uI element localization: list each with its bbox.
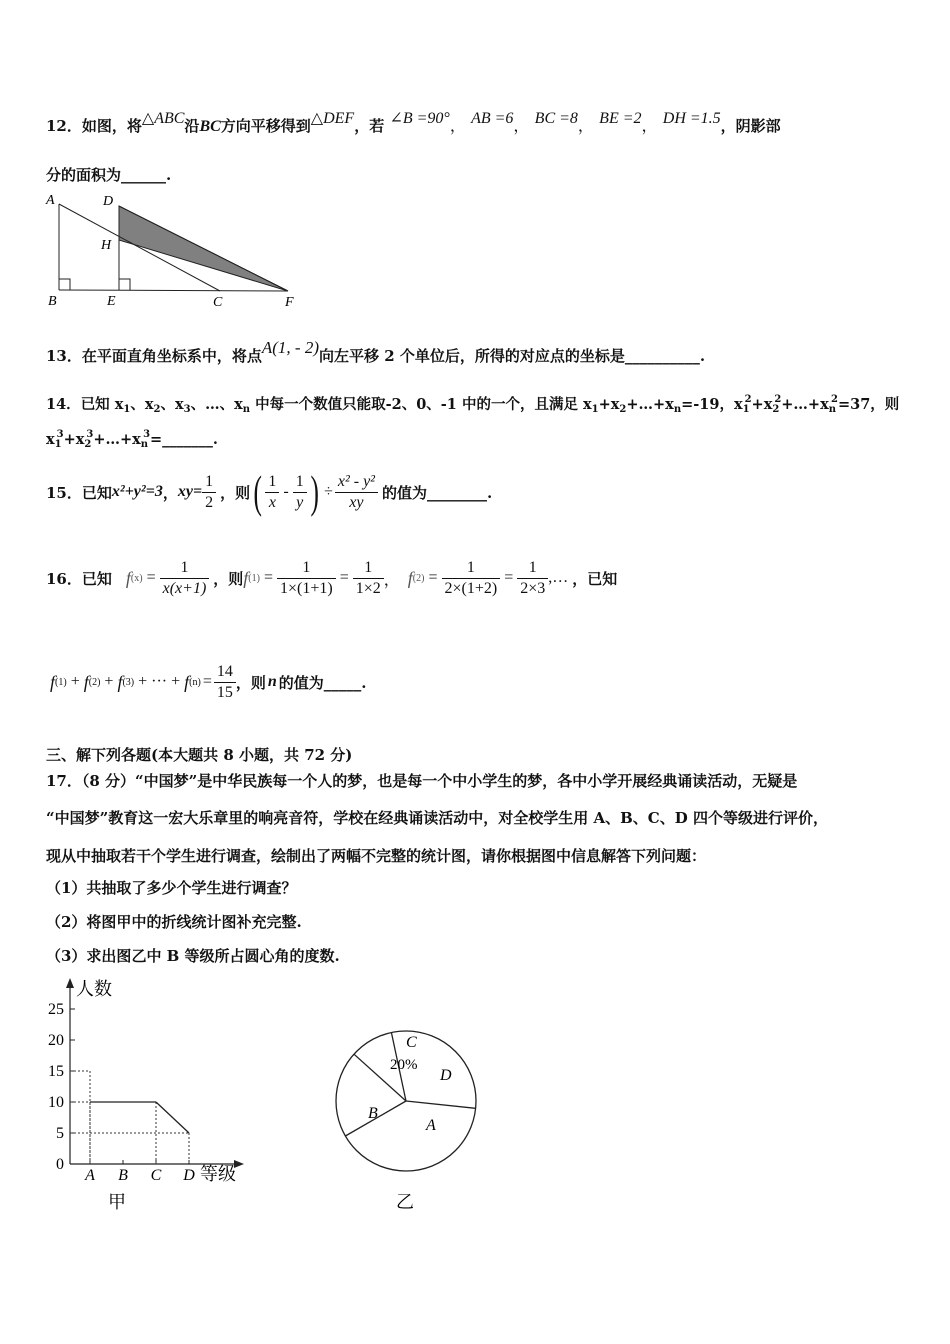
q12-number: 12．	[46, 117, 82, 135]
frac-num: 1	[442, 558, 501, 579]
q12-triangle-def: △DEF	[310, 110, 355, 127]
q12-cond-dh: DH =1.5	[662, 110, 721, 127]
side-bf	[59, 290, 288, 291]
q12-text5: ，阴影部	[720, 117, 781, 135]
q12-text4: ，若	[354, 117, 385, 135]
q16-eq: =	[263, 569, 273, 586]
q12-cond-bc: BC =8	[534, 110, 578, 127]
frac-num: 1	[293, 472, 307, 493]
x-axis-label: 等级	[200, 1164, 236, 1184]
label-d: D	[103, 194, 114, 209]
q12-line2: 分的面积为______.	[46, 166, 172, 184]
q14-sn: n	[242, 404, 251, 415]
q16-f: f	[125, 567, 131, 588]
frac-den: y	[296, 493, 304, 511]
q13-point: A(1, - 2)	[261, 338, 320, 357]
line-segment	[156, 1102, 189, 1133]
q16-n: n	[267, 673, 277, 690]
y-tick-label: 10	[48, 1094, 64, 1111]
q16-eq: =	[504, 569, 514, 586]
frac-den: 2×3	[520, 579, 546, 597]
q14-t5: 中每一个数值只能取-2、0、-1 中的一个，且满足 x	[250, 396, 592, 413]
q13-line	[46, 338, 706, 366]
q14-t7: +…+x	[626, 396, 674, 413]
q12-sep: ，	[513, 118, 530, 135]
q16-eq: =	[339, 569, 349, 586]
q14-s1: 1	[591, 404, 599, 415]
x-tick-label: C	[150, 1167, 162, 1184]
q14-t9: =37，则	[837, 396, 900, 413]
q16-frac-14-15	[214, 662, 236, 703]
frac-den: xy	[349, 493, 364, 511]
q16-f: f	[184, 671, 190, 692]
frac-num: 1	[517, 558, 548, 579]
q15-t2: ，	[162, 483, 178, 502]
frac-den: 2	[205, 493, 214, 511]
label-b: B	[48, 294, 57, 309]
q17-line3: 现从中抽取若干个学生进行调查，绘制出了两幅不完整的统计图，请你根据图中信息解答下列问题：	[46, 847, 707, 865]
frac-num: 1	[265, 472, 279, 493]
chart-title-yi: 乙	[396, 1192, 414, 1212]
q12-text3: 方向平移得到	[220, 117, 311, 135]
q16-f: f	[407, 567, 413, 588]
q15-frac-main	[335, 472, 378, 513]
q12-figure	[40, 190, 310, 312]
q14-t6: +x	[598, 396, 620, 413]
q14-s3: 3	[183, 404, 191, 415]
q16-sub: (1)	[55, 676, 67, 688]
q16-f: f	[117, 671, 123, 692]
frac-den: 15	[216, 683, 233, 701]
label-c: C	[213, 295, 223, 310]
q12-text1: 如图，将	[81, 117, 142, 135]
q14-t4: 、…、x	[190, 396, 243, 413]
left-paren: (	[253, 466, 262, 517]
q16-f: f	[83, 671, 89, 692]
q14-sn: n	[828, 404, 837, 415]
q13-number: 13．	[46, 347, 82, 365]
q12-triangle-abc: △ABC	[141, 110, 185, 127]
chart-title-jia: 甲	[108, 1192, 126, 1212]
q16-line1	[46, 552, 617, 604]
q15-text4: 的值为________.	[381, 483, 493, 502]
q15-divide: ÷	[324, 483, 333, 500]
y-tick-label: 20	[48, 1032, 64, 1049]
y-tick-label: 5	[56, 1125, 64, 1142]
q14-s1: 1	[742, 404, 750, 415]
q16-t4: ，则	[235, 673, 266, 692]
x-tick-label: D	[183, 1167, 195, 1184]
q16-t1: 已知	[81, 569, 112, 588]
label-a: A	[46, 193, 55, 208]
pie-label-d: D	[440, 1067, 452, 1084]
q12-cond-ab: AB =6	[471, 110, 514, 127]
q12-bc: BC	[199, 118, 221, 135]
q16-frac-2a	[442, 558, 501, 599]
q12-text2: 沿	[184, 117, 200, 135]
frac-den: 1×2	[355, 579, 381, 597]
q12-sep: ，	[449, 118, 466, 135]
label-h: H	[101, 238, 112, 253]
side-df	[119, 206, 288, 291]
q16-sub: (1)	[248, 572, 260, 584]
frac-num: 14	[214, 662, 236, 683]
q14-s1: 1	[54, 439, 62, 450]
q14-sq: 2	[774, 394, 782, 405]
q16-sub: (2)	[88, 676, 101, 688]
frac-num: x² - y²	[335, 472, 378, 493]
q16-eq: =	[428, 569, 438, 586]
q12-cond-angle: ∠B =90°	[389, 110, 450, 127]
q16-t2: ，则	[213, 569, 244, 588]
q12-cond-be: BE =2	[599, 110, 642, 127]
right-angle-e	[119, 279, 130, 290]
q15-frac-1y	[293, 472, 307, 513]
q16-frac-x	[160, 558, 210, 599]
q16-eq: =	[202, 673, 212, 690]
pie-label-b: B	[368, 1105, 378, 1122]
q14-t8: =-19，x	[681, 396, 743, 413]
y-axis-arrow	[66, 978, 74, 988]
q14-s2: 2	[153, 404, 161, 415]
q16-frac-1b	[353, 558, 384, 599]
q16-line2	[50, 656, 367, 708]
q15-frac-1x	[265, 472, 279, 513]
q17-sub3: （3）求出图乙中 B 等级所占圆心角的度数.	[46, 947, 340, 965]
q14-s2: 2	[619, 404, 627, 415]
label-e: E	[107, 294, 116, 309]
pie-label-a: A	[426, 1117, 436, 1134]
q16-sub: (n)	[189, 676, 201, 688]
q16-comma: ，	[383, 571, 400, 589]
q16-f: f	[243, 567, 249, 588]
q16-sub: (x)	[130, 572, 143, 584]
x-tick-label: A	[85, 1167, 95, 1184]
q16-t3: ，已知	[572, 569, 618, 588]
q14-number: 14．	[46, 396, 81, 413]
q15-frac-half	[202, 472, 216, 513]
q14-sq: 2	[744, 394, 752, 405]
q17-line1: 17．（8 分）“中国梦”是中华民族每一个人的梦，也是每一个中小学生的梦，各中小学开展经典诵读活动，无疑是	[46, 772, 798, 790]
q16-t5: 的值为_____.	[278, 673, 367, 692]
q14-t3: 、x	[160, 396, 184, 413]
label-f: F	[285, 295, 294, 310]
q15-number: 15．	[46, 483, 82, 502]
frac-den: 1×(1+1)	[280, 579, 333, 597]
q16-plus: +	[66, 673, 84, 690]
q16-number: 16．	[46, 569, 82, 588]
q14-t6: +x	[63, 431, 85, 448]
pie-slice-boundary	[406, 1101, 476, 1108]
q14-t2: 、x	[130, 396, 154, 413]
frac-num: 1	[160, 558, 210, 579]
q16-dots: ,…	[548, 569, 569, 586]
pie-chart-yi	[330, 1018, 490, 1218]
q16-plus: +	[100, 673, 118, 690]
q16-frac-1a	[277, 558, 336, 599]
q14-t7: +…+x	[93, 431, 141, 448]
q15-text3: ，则	[220, 483, 251, 502]
q15-minus: -	[279, 483, 293, 500]
y-tick-label: 15	[48, 1063, 64, 1080]
q14-line2: $x_1^3+x_2^3+\dots+x_n^3=\_\_\_\_\_\_\_$.	[46, 429, 218, 450]
frac-num: 1	[353, 558, 384, 579]
q14-line2-end: =_______.	[150, 431, 218, 448]
q16-sub: (3)	[122, 676, 135, 688]
y-axis-label: 人数	[76, 979, 112, 999]
q12-line1	[46, 110, 781, 136]
q16-sub: (2)	[412, 572, 425, 584]
frac-num: 1	[277, 558, 336, 579]
q15-eq1: x²+y²=3	[111, 483, 163, 500]
q14-t6: +x	[751, 396, 773, 413]
section-3-title: 三、解下列各题(本大题共 8 小题，共 72 分)	[46, 746, 353, 764]
right-paren: )	[310, 466, 319, 517]
line-chart-jia	[40, 972, 255, 1217]
frac-den: x	[268, 493, 276, 511]
y-tick-label: 0	[56, 1156, 64, 1173]
q15-text1: 已知	[81, 483, 112, 502]
q16-sum-dots: + ··· +	[134, 673, 185, 690]
q14-cu: 3	[143, 429, 151, 440]
frac-num: 1	[202, 472, 216, 493]
q14-cu: 3	[56, 429, 64, 440]
frac-den: 2×(1+2)	[444, 579, 498, 597]
q14-sn: n	[140, 439, 149, 450]
x-tick-label: B	[118, 1167, 128, 1184]
q17-line2: “中国梦”教育这一宏大乐章里的响亮音符，学校在经典诵读活动中，对全校学生用 A、B、C、D 四个等级进行评价，	[46, 809, 828, 827]
q14-sn: n	[673, 404, 682, 415]
q16-eq: =	[146, 569, 156, 586]
q15-line	[46, 466, 492, 518]
q17-sub2: （2）将图甲中的折线统计图补充完整.	[46, 913, 302, 931]
q16-f: f	[50, 671, 56, 692]
q12-sep: ，	[577, 118, 594, 135]
q14-cu: 3	[86, 429, 94, 440]
q13-text1: 在平面直角坐标系中，将点	[81, 347, 262, 365]
q14-sq: 2	[831, 394, 838, 405]
q16-frac-2b	[517, 558, 548, 599]
pie-label-c: C	[406, 1034, 417, 1051]
q14-s2: 2	[772, 404, 780, 415]
q14-t7: +…+x	[781, 396, 829, 413]
q14-s2: 2	[84, 439, 92, 450]
q13-text2: 向左平移 2 个单位后，所得的对应点的坐标是__________.	[319, 347, 706, 365]
frac-den: x(x+1)	[162, 579, 207, 597]
q17-sub1: （1）共抽取了多少个学生进行调查？	[46, 879, 297, 897]
q12-sep: ，	[641, 118, 658, 135]
pie-label-c-percent: 20%	[390, 1057, 418, 1073]
q14-s1: 1	[123, 404, 131, 415]
q15-eq2: xy=	[177, 483, 203, 500]
q14-t1: 已知 x	[80, 396, 124, 413]
y-tick-label: 25	[48, 1001, 64, 1018]
q14-line1	[46, 393, 899, 415]
right-angle-b	[59, 279, 70, 290]
